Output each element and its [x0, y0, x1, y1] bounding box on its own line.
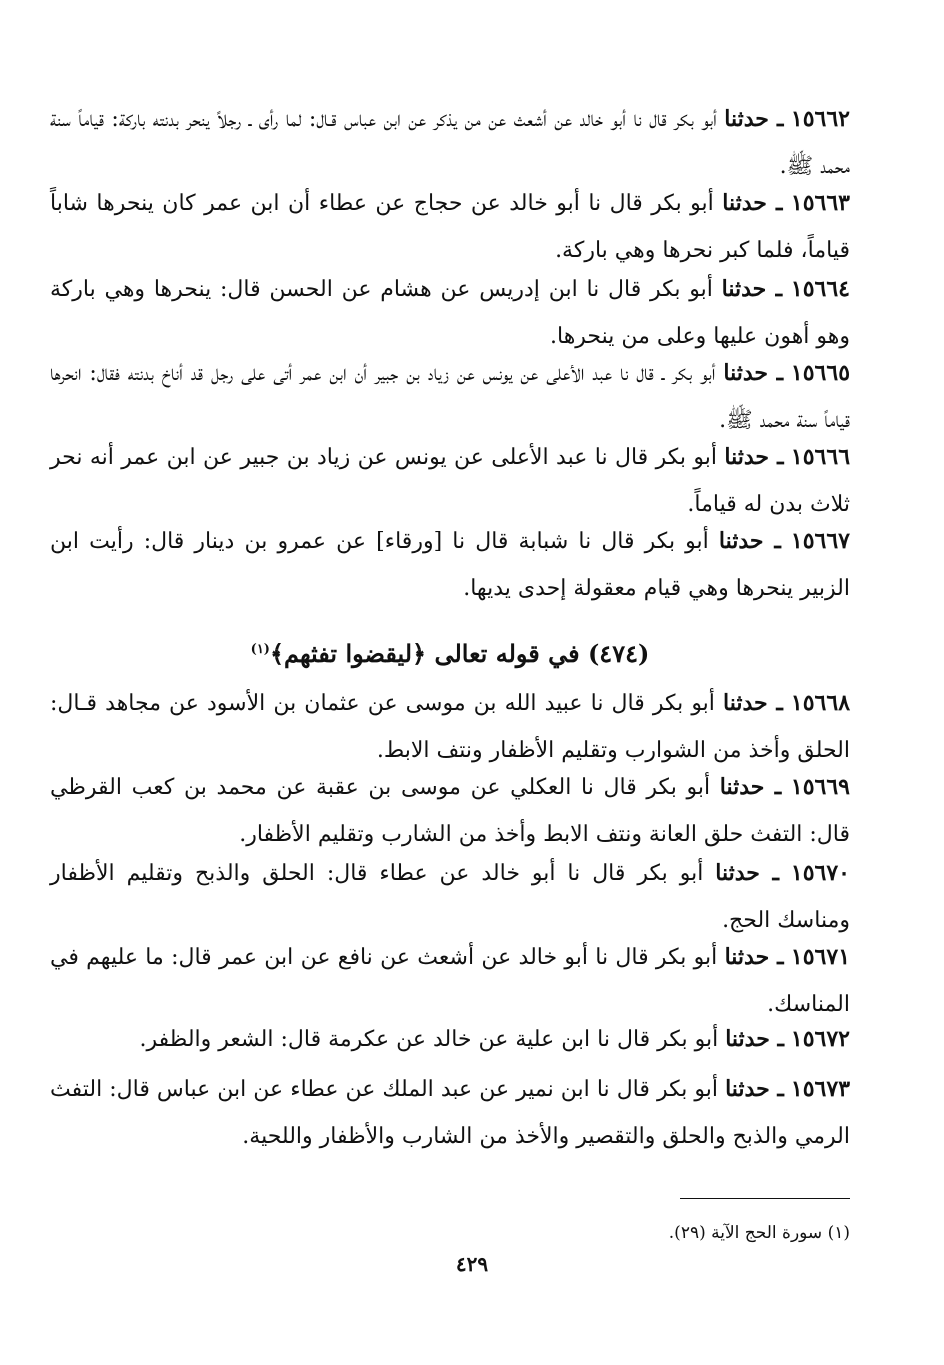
hadith-number: ١٥٦٦٩: [790, 774, 850, 800]
hadith-paragraph-15673: [50, 1066, 850, 1160]
footnote-marker: (١): [250, 642, 270, 657]
hadith-text: أبو بكر قال نا عبد الأعلى عن يونس عن زياد بن جبير عن ابن عمر أنه نحر ثلاث بدن له قياماً.: [50, 445, 850, 517]
hadith-text: أبو بكر قال نا أبو خالد عن أشعث عن من يذكر عن ابن عباس قـال: لما رأى ـ رجلاً ينحر بدنته باركة: قياماً سنة محمد ﷺ.: [50, 107, 850, 179]
hadith-lead: ـ حدثنا: [724, 944, 784, 970]
hadith-paragraph-15662: [50, 96, 850, 190]
hadith-paragraph-15670: [50, 850, 850, 944]
hadith-lead: ـ حدثنا: [722, 190, 783, 216]
hadith-text: أبو بكر قال نا ابن إدريس عن هشام عن الحسن قال: ينحرها وهي باركة وهو أهون عليها وعلى من ينحرها.: [50, 277, 850, 349]
hadith-number: ١٥٦٦٤: [790, 276, 850, 302]
hadith-paragraph-15667: [50, 518, 850, 612]
hadith-lead: ـ حدثنا: [719, 774, 782, 800]
page-number: ٤٢٩: [455, 1252, 489, 1276]
hadith-number: ١٥٦٦٢: [790, 106, 850, 132]
hadith-text: أبو بكر قال نا أبو خالد عن حجاج عن عطاء أن ابن عمر كان ينحرها شاباً قياماً، فلما كبر نحرها وهي باركة.: [50, 191, 850, 263]
hadith-number: ١٥٦٧٢: [790, 1026, 850, 1052]
hadith-paragraph-15663: [50, 180, 850, 274]
hadith-number: ١٥٦٧٠: [790, 860, 850, 886]
hadith-text: أبو بكر ـ قال نا عبد الأعلى عن يونس عن زياد بن جبير أن ابن عمر أتى على رجل قد أناخ بدنته فقال: انحرها قياماً سنة محمد ﷺ.: [50, 361, 850, 433]
hadith-lead: ـ حدثنا: [723, 360, 784, 386]
hadith-number: ١٥٦٦٨: [790, 690, 851, 716]
chapter-heading: [50, 628, 850, 676]
chapter-heading-text: (٤٧٤) في قوله تعالى ﴿ليقضوا تفثهم﴾: [269, 639, 650, 668]
hadith-number: ١٥٦٦٣: [790, 190, 850, 216]
hadith-number: ١٥٦٦٧: [790, 528, 850, 554]
hadith-text: أبو بكر قال نا العكلي عن موسى بن عقبة عن محمد بن كعب القرظي قال: التفث حلق العانة ونتف الابط وأخذ من الشارب وتقليم الأظفار.: [50, 775, 850, 847]
hadith-paragraph-15669: [50, 764, 850, 858]
hadith-lead: ـ حدثنا: [723, 690, 783, 716]
hadith-paragraph-15668: [50, 680, 850, 774]
hadith-paragraph-15672: [50, 1016, 850, 1063]
hadith-number: ١٥٦٦٦: [790, 444, 851, 470]
hadith-lead: ـ حدثنا: [718, 528, 781, 554]
hadith-text: أبو بكر قال نا أبو خالد عن أشعث عن نافع عن ابن عمر قال: ما عليهم في المناسك.: [50, 945, 850, 1017]
hadith-text: أبو بكر قال نا أبو خالد عن عطاء قال: الحلق والذبح وتقليم الأظفار ومناسك الحج.: [50, 861, 850, 933]
hadith-paragraph-15664: [50, 266, 850, 360]
footnote-divider: [680, 1198, 850, 1199]
hadith-lead: ـ حدثنا: [725, 1026, 784, 1052]
hadith-lead: ـ حدثنا: [715, 860, 779, 886]
hadith-text: أبو بكر قال نا ابن علية عن خالد عن عكرمة قال: الشعر والظفر.: [139, 1027, 719, 1052]
hadith-paragraph-15665: [50, 350, 850, 444]
hadith-lead: ـ حدثنا: [724, 106, 784, 132]
hadith-paragraph-15666: [50, 434, 850, 528]
hadith-lead: ـ حدثنا: [721, 276, 783, 302]
hadith-lead: ـ حدثنا: [724, 444, 784, 470]
hadith-text: أبو بكر قال نا عبيد الله بن موسى عن عثمان بن الأسود عن مجاهد قـال: الحلق وأخذ من الشوارب وتقليم الأظفار ونتف الابط.: [50, 691, 850, 763]
hadith-lead: ـ حدثنا: [725, 1076, 784, 1102]
hadith-number: ١٥٦٧١: [790, 944, 851, 970]
footnote: (١) سورة الحج الآية (٢٩).: [668, 1223, 850, 1243]
hadith-number: ١٥٦٧٣: [790, 1076, 851, 1102]
hadith-text: أبو بكر قال نا ابن نمير عن عبد الملك عن عطاء عن ابن عباس قال: التفث الرمي والذبح والحلق والتقصير والأخذ من الشارب والأظفار واللحية.: [50, 1077, 850, 1149]
hadith-paragraph-15671: [50, 934, 850, 1028]
hadith-number: ١٥٦٦٥: [790, 360, 851, 386]
hadith-text: أبو بكر قال نا شبابة قال نا [ورقاء] عن عمرو بن دينار قال: رأيت ابن الزبير ينحرها وهي قيام معقولة إحدى يديها.: [50, 529, 850, 601]
